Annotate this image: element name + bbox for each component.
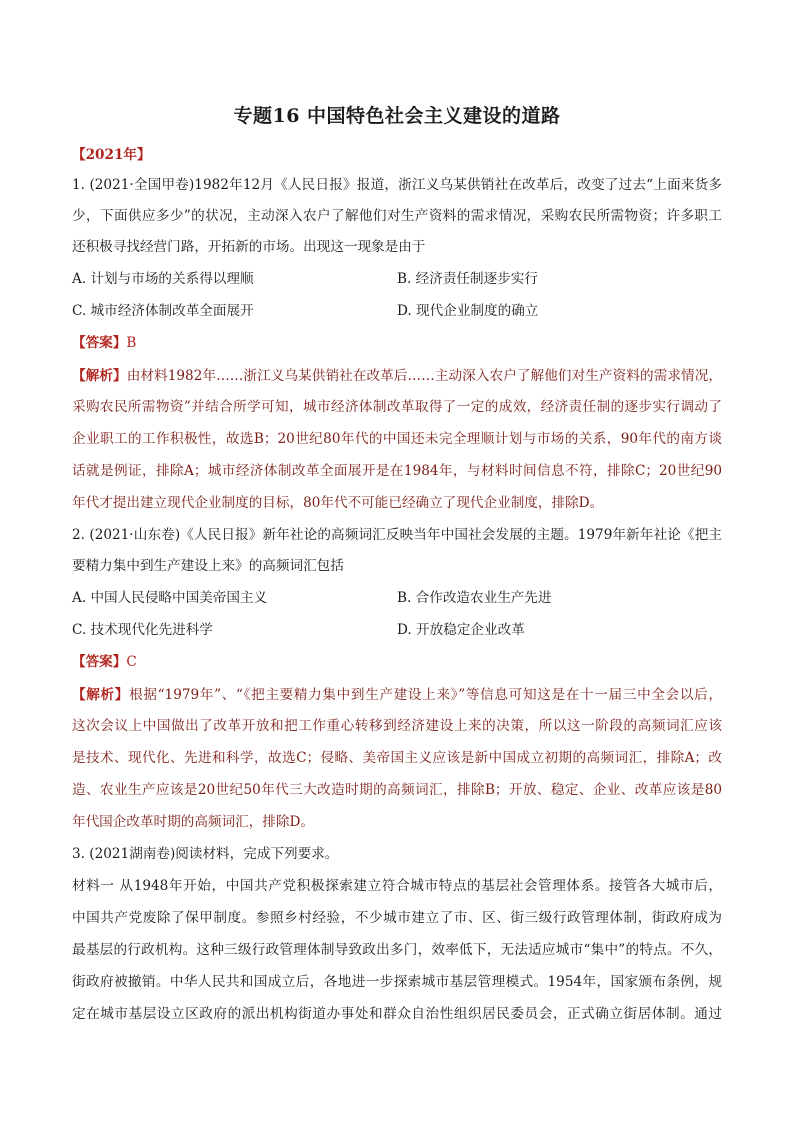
q1-analysis-line-1: [72, 367, 722, 385]
q2-analysis-line-5: 年代国企改革时期的高频词汇，排除D。: [72, 814, 314, 830]
q1-analysis-line-2: 采购农民所需物资”并结合所学可知，城市经济体制改革取得了一定的成效，经济责任制的逐步实行调动了: [72, 399, 722, 415]
q2-analysis-line-1: [72, 686, 722, 704]
q3-line-4: 最基层的行政机构。这种三级行政管理体制导致政出多门，效率低下，无法适应城市“集中”的特点。不久，: [72, 942, 722, 958]
q3-line-6: 定在城市基层设立区政府的派出机构街道办事处和群众自治性组织居民委员会，正式确立街居体制。通过: [72, 1006, 722, 1022]
q1-option-c: C. 城市经济体制改革全面展开: [72, 303, 254, 319]
q1-analysis-line-5: 年代才提出建立现代企业制度的目标，80年代不可能已经确立了现代企业制度，排除D。: [72, 495, 604, 511]
q1-answer-label: 【答案】: [72, 335, 127, 351]
q1-analysis-line-3: 企业职工的工作积极性，故选B；20世纪80年代的中国还未完全理顺计划与市场的关系，90年代的南方谈: [72, 431, 722, 447]
q2-option-c: C. 技术现代化先进科学: [72, 622, 213, 638]
q1-option-d: D. 现代企业制度的确立: [397, 303, 539, 319]
q3-line-3: 中国共产党废除了保甲制度。参照乡村经验，不少城市建立了市、区、街三级行政管理体制，街政府成为: [72, 910, 722, 926]
q2-answer-label: 【答案】: [72, 654, 127, 670]
q1-option-a: A. 计划与市场的关系得以理顺: [72, 271, 254, 287]
q2-answer: [72, 653, 722, 671]
q2-line-2: 要精力集中到生产建设上来》的高频词汇包括: [72, 558, 344, 574]
q2-option-b: B. 合作改造农业生产先进: [397, 590, 552, 606]
q2-analysis-label: 【解析】: [72, 687, 130, 703]
q2-analysis-line-3: 是技术、现代化、先进和科学，故选C；侵略、美帝国主义应该是新中国成立初期的高频词汇，排除A；改: [72, 750, 722, 766]
q1-line-2: 少，下面供应多少”的状况，主动深入农户了解他们对生产资料的需求情况，采购农民所需物资；许多职工: [72, 208, 722, 224]
q1-answer: [72, 334, 722, 352]
q1-analysis-text-1: 由材料1982年……浙江义乌某供销社在改革后……主动深入农户了解他们对生产资料的需求情况，: [126, 368, 722, 384]
year-tag: 【2021年】: [72, 147, 151, 163]
q2-line-1: 2. (2021·山东卷)《人民日报》新年社论的高频词汇反映当年中国社会发展的主题。1979年新年社论《把主: [72, 527, 722, 543]
q1-line-3: 还积极寻找经营门路，开拓新的市场。出现这一现象是由于: [72, 239, 426, 255]
q2-option-a: A. 中国人民侵略中国美帝国主义: [72, 590, 268, 606]
q1-analysis-line-4: 话就是例证，排除A；城市经济体制改革全面展开是在1984年，与材料时间信息不符，排除C；20世纪90: [72, 463, 722, 479]
q2-analysis-line-4: 造、农业生产应该是20世纪50年代三大改造时期的高频词汇，排除B；开放、稳定、企业、改革应该是80: [72, 782, 722, 798]
q3-line-2: 材料一 从1948年开始，中国共产党积极探索建立符合城市特点的基层社会管理体系。接管各大城市后，: [72, 878, 722, 894]
q1-line-1: 1. (2021·全国甲卷)1982年12月《人民日报》报道，浙江义乌某供销社在改革后，改变了过去“上面来货多: [72, 177, 722, 193]
q1-answer-value: B: [126, 335, 137, 351]
page-title: 专题16 中国特色社会主义建设的道路: [233, 105, 561, 127]
q2-answer-value: C: [126, 654, 137, 670]
q2-option-d: D. 开放稳定企业改革: [397, 622, 525, 638]
q3-line-5: 街政府被撤销。中华人民共和国成立后，各地进一步探索城市基层管理模式。1954年，国家颁布条例，规: [72, 974, 722, 990]
q1-option-b: B. 经济责任制逐步实行: [397, 271, 538, 287]
q2-analysis-text-1: 根据“1979年”、“《把主要精力集中到生产建设上来》”等信息可知这是在十一届三中全会以后，: [129, 687, 723, 703]
q1-analysis-label: 【解析】: [72, 368, 127, 384]
q2-analysis-line-2: 这次会议上中国做出了改革开放和把工作重心转移到经济建设上来的决策，所以这一阶段的高频词汇应该: [72, 718, 722, 734]
q3-line-1: 3. (2021湖南卷)阅读材料，完成下列要求。: [72, 846, 339, 862]
